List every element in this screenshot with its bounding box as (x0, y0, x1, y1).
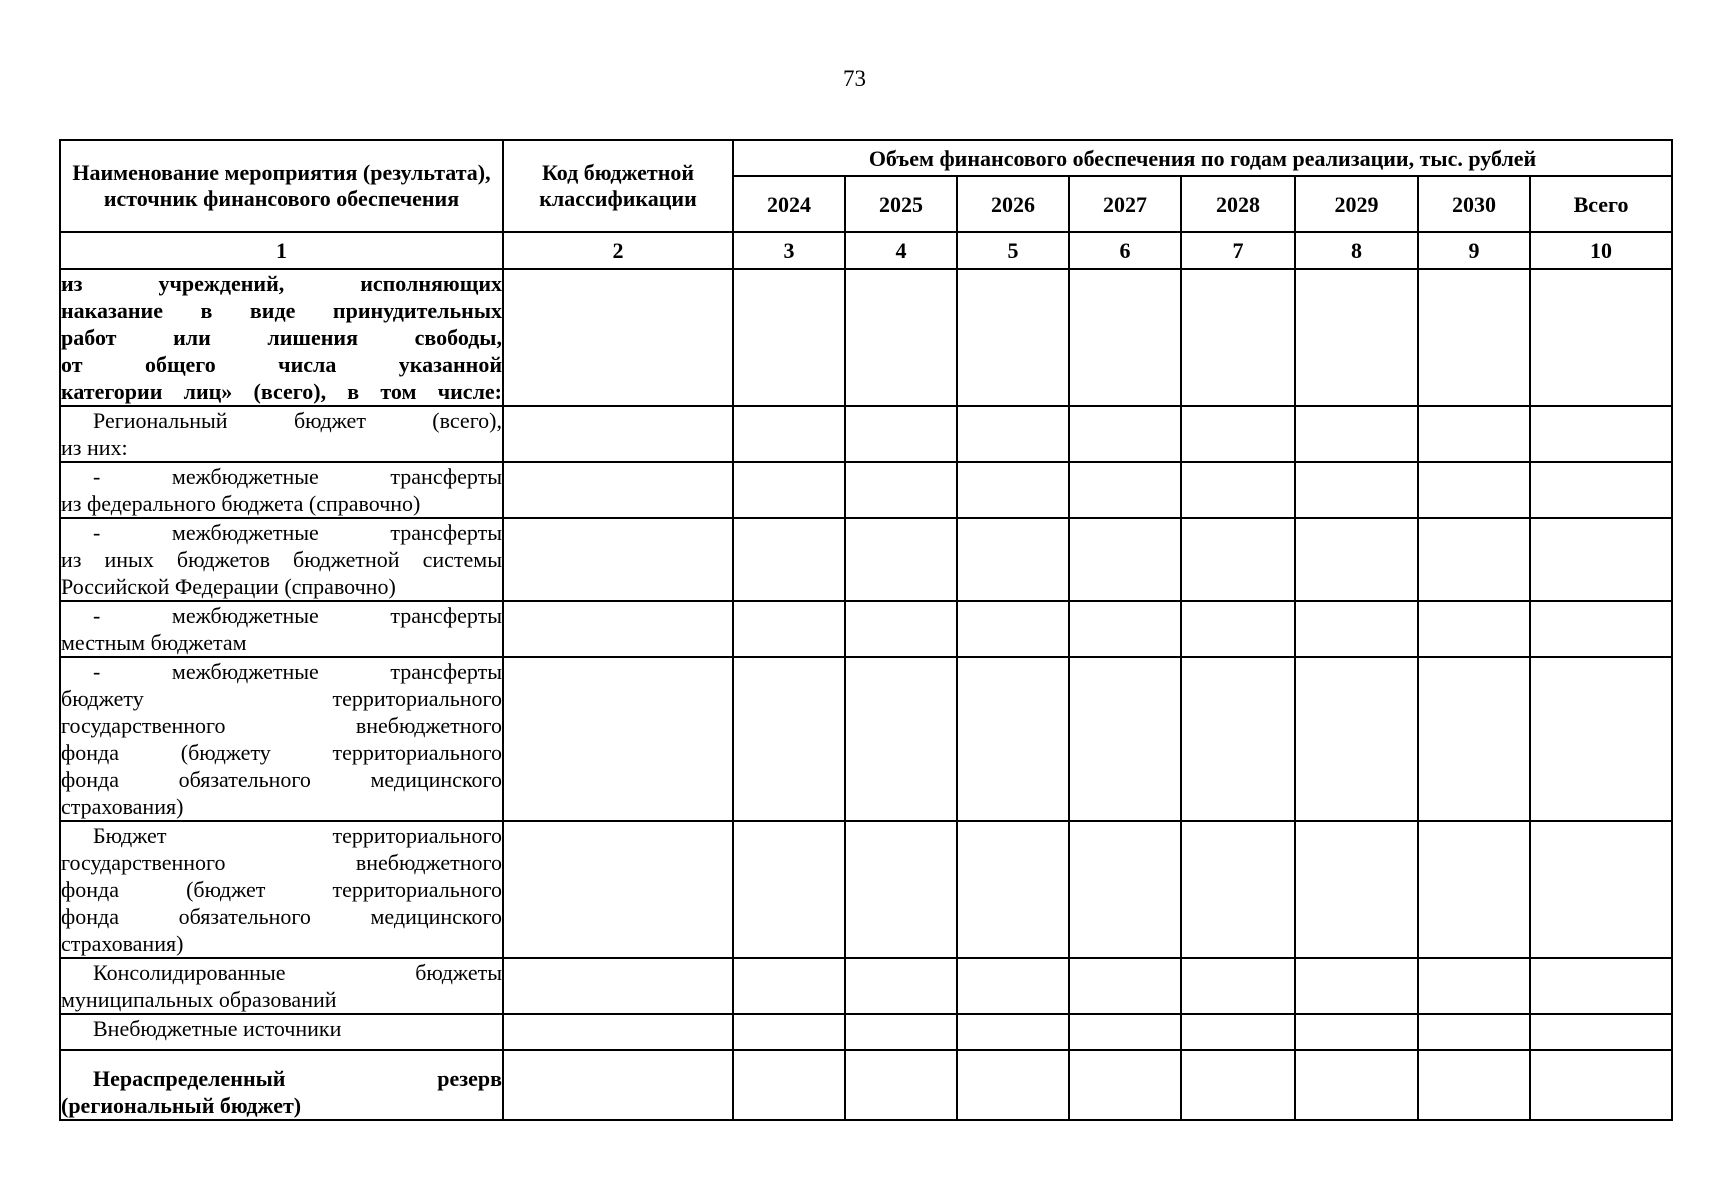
row-name-line: фонда обязательного медицинского (61, 767, 502, 792)
amount-cell (733, 518, 845, 601)
amount-cell (1295, 821, 1418, 958)
amount-cell (1181, 1014, 1295, 1050)
column-header-year: 2024 (733, 176, 845, 232)
row-name-line: государственного внебюджетного (61, 850, 502, 875)
amount-cell (1295, 406, 1418, 462)
amount-cell (845, 406, 957, 462)
budget-code-cell (503, 518, 733, 601)
amount-cell (1181, 269, 1295, 406)
amount-cell (733, 1014, 845, 1050)
amount-cell (957, 958, 1069, 1014)
amount-cell (957, 657, 1069, 821)
row-name-line: Консолидированные бюджеты (93, 960, 502, 985)
amount-cell (1418, 657, 1530, 821)
column-header-year: 2026 (957, 176, 1069, 232)
table-row (60, 601, 1672, 657)
row-name-line: категории лиц» (всего), в том числе: (61, 379, 502, 404)
amount-cell (1069, 958, 1181, 1014)
row-name-line: - межбюджетные трансферты (93, 603, 502, 628)
amount-cell (1418, 821, 1530, 958)
row-name-line: из них: (61, 435, 128, 460)
column-header-year: 2029 (1295, 176, 1418, 232)
column-number: 1 (60, 232, 503, 269)
amount-cell (845, 958, 957, 1014)
amount-cell (733, 406, 845, 462)
column-number: 3 (733, 232, 845, 269)
column-header-total: Всего (1530, 176, 1672, 232)
amount-cell (1295, 269, 1418, 406)
table-row (60, 518, 1672, 601)
amount-cell (1418, 518, 1530, 601)
column-number: 8 (1295, 232, 1418, 269)
budget-code-cell (503, 601, 733, 657)
amount-cell (1069, 462, 1181, 518)
amount-cell (845, 462, 957, 518)
amount-cell (845, 518, 957, 601)
row-name-cell (60, 462, 503, 518)
row-name-line: - межбюджетные трансферты (93, 659, 502, 684)
amount-cell (957, 601, 1069, 657)
row-name-line: работ или лишения свободы, (61, 325, 502, 350)
budget-code-cell (503, 958, 733, 1014)
amount-cell (1530, 269, 1672, 406)
amount-cell (1069, 269, 1181, 406)
budget-code-cell (503, 821, 733, 958)
table-row (60, 269, 1672, 406)
amount-cell (1181, 462, 1295, 518)
row-name-line: местным бюджетам (61, 630, 247, 655)
row-name-line: (региональный бюджет) (61, 1093, 302, 1118)
row-name-line: фонда обязательного медицинского (61, 904, 502, 929)
amount-cell (845, 657, 957, 821)
row-name-line: муниципальных образований (61, 987, 337, 1012)
column-number: 9 (1418, 232, 1530, 269)
table-row (60, 657, 1672, 821)
amount-cell (1295, 657, 1418, 821)
column-header-name: Наименование мероприятия (результата), источник финансового обеспечения (60, 140, 503, 232)
amount-cell (1418, 1014, 1530, 1050)
amount-cell (1530, 462, 1672, 518)
column-header-code: Код бюджетной классификации (503, 140, 733, 232)
amount-cell (733, 269, 845, 406)
amount-cell (1069, 821, 1181, 958)
amount-cell (1069, 657, 1181, 821)
amount-cell (1181, 958, 1295, 1014)
row-name-cell (60, 269, 503, 406)
amount-cell (957, 821, 1069, 958)
column-number: 4 (845, 232, 957, 269)
amount-cell (1418, 462, 1530, 518)
amount-cell (733, 462, 845, 518)
row-name-cell (60, 958, 503, 1014)
amount-cell (1418, 269, 1530, 406)
row-name-line: - межбюджетные трансферты (93, 520, 502, 545)
amount-cell (733, 1050, 845, 1120)
column-header-volume: Объем финансового обеспечения по годам реализации, тыс. рублей (733, 140, 1672, 176)
amount-cell (845, 1050, 957, 1120)
amount-cell (1181, 1050, 1295, 1120)
row-name-cell (60, 657, 503, 821)
table-row (60, 1014, 1672, 1050)
row-name-line: страхования) (61, 931, 184, 956)
budget-code-cell (503, 1014, 733, 1050)
row-name-cell (60, 1014, 503, 1050)
table-row (60, 958, 1672, 1014)
amount-cell (1418, 406, 1530, 462)
amount-cell (1295, 958, 1418, 1014)
table-row (60, 406, 1672, 462)
row-name-cell (60, 601, 503, 657)
row-name-line: Региональный бюджет (всего), (93, 408, 502, 433)
amount-cell (845, 821, 957, 958)
row-name-cell (60, 518, 503, 601)
amount-cell (1530, 406, 1672, 462)
amount-cell (733, 657, 845, 821)
row-name-line: от общего числа указанной (61, 352, 502, 377)
amount-cell (1069, 601, 1181, 657)
row-name-line: Бюджет территориального (93, 823, 502, 848)
budget-code-cell (503, 269, 733, 406)
row-name-line: Нераспределенный резерв (93, 1066, 502, 1091)
amount-cell (733, 958, 845, 1014)
column-number: 6 (1069, 232, 1181, 269)
amount-cell (1530, 958, 1672, 1014)
amount-cell (1418, 1050, 1530, 1120)
amount-cell (1530, 1050, 1672, 1120)
column-number: 7 (1181, 232, 1295, 269)
amount-cell (845, 269, 957, 406)
row-name-line: Внебюджетные источники (93, 1016, 342, 1041)
amount-cell (1181, 657, 1295, 821)
row-name-cell (60, 406, 503, 462)
amount-cell (1069, 1014, 1181, 1050)
amount-cell (1418, 601, 1530, 657)
amount-cell (733, 821, 845, 958)
row-name-line: из федерального бюджета (справочно) (61, 491, 421, 516)
row-name-line: фонда (бюджет территориального (61, 877, 502, 902)
column-number: 10 (1530, 232, 1672, 269)
amount-cell (1181, 821, 1295, 958)
column-number: 5 (957, 232, 1069, 269)
amount-cell (957, 1050, 1069, 1120)
amount-cell (1295, 601, 1418, 657)
amount-cell (1530, 601, 1672, 657)
amount-cell (1418, 958, 1530, 1014)
amount-cell (1069, 1050, 1181, 1120)
budget-code-cell (503, 657, 733, 821)
column-header-year: 2030 (1418, 176, 1530, 232)
amount-cell (1181, 518, 1295, 601)
amount-cell (1295, 1014, 1418, 1050)
column-header-year: 2028 (1181, 176, 1295, 232)
amount-cell (1295, 462, 1418, 518)
row-name-line: из учреждений, исполняющих (61, 271, 502, 296)
amount-cell (845, 1014, 957, 1050)
table-row (60, 1050, 1672, 1120)
row-name-line: Российской Федерации (справочно) (61, 574, 396, 599)
row-name-line: - межбюджетные трансферты (93, 464, 502, 489)
row-name-line: из иных бюджетов бюджетной системы (61, 547, 502, 572)
amount-cell (1530, 1014, 1672, 1050)
amount-cell (1181, 406, 1295, 462)
amount-cell (1295, 518, 1418, 601)
amount-cell (1530, 657, 1672, 821)
budget-code-cell (503, 462, 733, 518)
table-row (60, 462, 1672, 518)
amount-cell (957, 269, 1069, 406)
amount-cell (957, 406, 1069, 462)
financial-table (59, 139, 1673, 1121)
page-number: 73 (843, 66, 866, 91)
column-header-year: 2025 (845, 176, 957, 232)
row-name-line: наказание в виде принудительных (61, 298, 502, 323)
table-row (60, 821, 1672, 958)
amount-cell (845, 601, 957, 657)
amount-cell (1069, 406, 1181, 462)
amount-cell (957, 462, 1069, 518)
row-name-line: бюджету территориального (61, 686, 502, 711)
amount-cell (1530, 518, 1672, 601)
column-header-year: 2027 (1069, 176, 1181, 232)
row-name-cell (60, 1050, 503, 1120)
amount-cell (1181, 601, 1295, 657)
amount-cell (1069, 518, 1181, 601)
budget-code-cell (503, 406, 733, 462)
amount-cell (957, 1014, 1069, 1050)
row-name-cell (60, 821, 503, 958)
row-name-line: государственного внебюджетного (61, 713, 502, 738)
amount-cell (733, 601, 845, 657)
amount-cell (1530, 821, 1672, 958)
amount-cell (1295, 1050, 1418, 1120)
row-name-line: фонда (бюджету территориального (61, 740, 502, 765)
amount-cell (957, 518, 1069, 601)
budget-code-cell (503, 1050, 733, 1120)
row-name-line: страхования) (61, 794, 184, 819)
column-number: 2 (503, 232, 733, 269)
